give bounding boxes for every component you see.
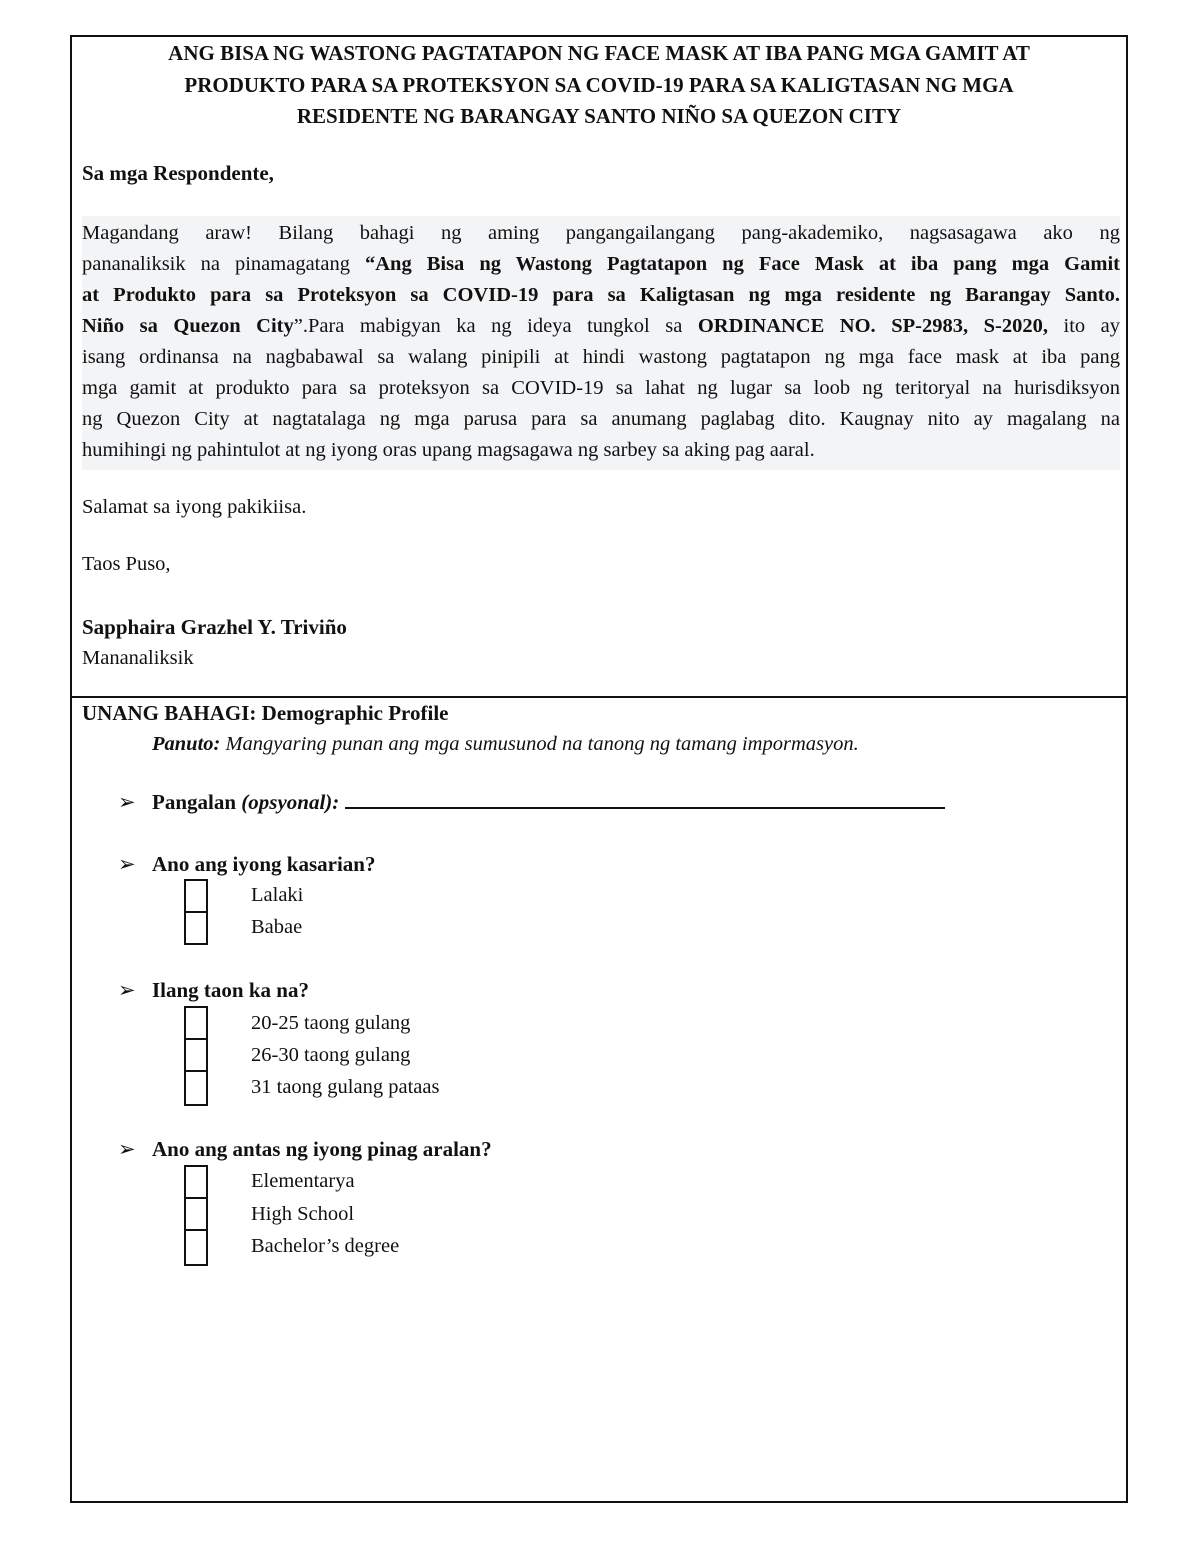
option-label: Lalaki (251, 884, 304, 906)
research-title-part-1: “Ang Bisa ng Wastong Pagtatapon ng Face Mask at iba pang mga Gamit (364, 253, 1120, 275)
instructions-text: Mangyaring punan ang mga sumusunod na tanong ng tamang impormasyon. (220, 733, 859, 755)
option-label: High School (251, 1203, 355, 1225)
thanks-text: Salamat sa iyong pakikiisa. (82, 496, 307, 518)
arrow-bullet-icon: ➢ (118, 852, 136, 876)
option-label: 31 taong gulang pataas (251, 1076, 440, 1098)
checkbox-age-26-30[interactable] (184, 1038, 208, 1072)
checkbox-age-31-up[interactable] (184, 1070, 208, 1106)
question-name (118, 789, 945, 815)
question-education (118, 1136, 492, 1162)
arrow-bullet-icon: ➢ (118, 790, 136, 814)
research-title-part-3: Niño sa Quezon City (82, 315, 294, 337)
option-label: Elementarya (251, 1170, 355, 1192)
section-divider (70, 696, 1128, 698)
instructions (152, 731, 859, 757)
title-line-3: RESIDENTE NG BARANGAY SANTO NIÑO SA QUEZON CITY (296, 104, 902, 128)
body-line-6: mga gamit at produkto para sa proteksyon sa COVID-19 sa lahat ng lugar sa loob ng teritoryal na hurisdiksyon (82, 377, 1120, 399)
signature-role: Mananaliksik (82, 647, 194, 669)
body-line-7: ng Quezon City at nagtatalaga ng mga parusa para sa anumang paglabag dito. Kaugnay nito ay magalang na (82, 408, 1120, 430)
checkbox-age-20-25[interactable] (184, 1006, 208, 1040)
signature-name: Sapphaira Grazhel Y. Triviño (82, 615, 347, 639)
option-label: 20-25 taong gulang (251, 1012, 411, 1034)
option-label: 26-30 taong gulang (251, 1044, 411, 1066)
greeting: Sa mga Respondente, (82, 161, 274, 185)
checkbox-bachelors[interactable] (184, 1229, 208, 1266)
option-label: Bachelor’s degree (251, 1235, 400, 1257)
body-line-4 (82, 311, 1120, 342)
body-line-5: isang ordinansa na nagbabawal sa walang pinipili at hindi wastong pagtatapon ng mga face mask at iba pang (82, 346, 1120, 368)
name-field[interactable] (345, 789, 945, 809)
title-line-1: ANG BISA NG WASTONG PAGTATAPON NG FACE MASK AT IBA PANG MGA GAMIT AT (168, 41, 1030, 65)
arrow-bullet-icon: ➢ (118, 1137, 136, 1161)
question-text: Ano ang iyong kasarian? (152, 852, 376, 876)
name-label: Pangalan (152, 790, 242, 814)
ordinance-number: ORDINANCE NO. SP-2983, S-2020, (697, 315, 1048, 337)
name-optional-label: (opsyonal): (241, 790, 340, 814)
body-text: pananaliksik na pinamagatang (82, 253, 365, 275)
checkbox-elementarya[interactable] (184, 1165, 208, 1199)
body-line-8: humihingi ng pahintulot at ng iyong oras upang magsagawa ng sarbey sa aking pag aaral. (82, 439, 815, 461)
checkbox-babae[interactable] (184, 911, 208, 945)
question-age (118, 977, 309, 1003)
question-text: Ano ang antas ng iyong pinag aralan? (152, 1137, 492, 1161)
question-sex (118, 851, 375, 877)
letter-body (82, 216, 1120, 470)
section-title: UNANG BAHAGI: Demographic Profile (82, 701, 449, 725)
arrow-bullet-icon: ➢ (118, 978, 136, 1002)
checkbox-lalaki[interactable] (184, 879, 208, 913)
checkbox-high-school[interactable] (184, 1197, 208, 1231)
body-line-1: Magandang araw! Bilang bahagi ng aming pangangailangang pang-akademiko, nagsasagawa ako ng (82, 222, 1120, 244)
option-label: Babae (251, 916, 303, 938)
research-title-part-2: at Produkto para sa Proteksyon sa COVID-19 para sa Kaligtasan ng mga residente ng Barangay Santo. (82, 284, 1120, 306)
title-line-2: PRODUKTO PARA SA PROTEKSYON SA COVID-19 PARA SA KALIGTASAN NG MGA (184, 72, 1014, 97)
question-text: Ilang taon ka na? (152, 978, 309, 1002)
document-title (72, 38, 1126, 133)
body-text: ”.Para mabigyan ka ng ideya tungkol sa (293, 315, 698, 337)
body-text: ito ay (1047, 315, 1121, 337)
body-line-2 (82, 249, 1120, 280)
instructions-label: Panuto: (152, 733, 221, 755)
closing-text: Taos Puso, (82, 553, 171, 575)
